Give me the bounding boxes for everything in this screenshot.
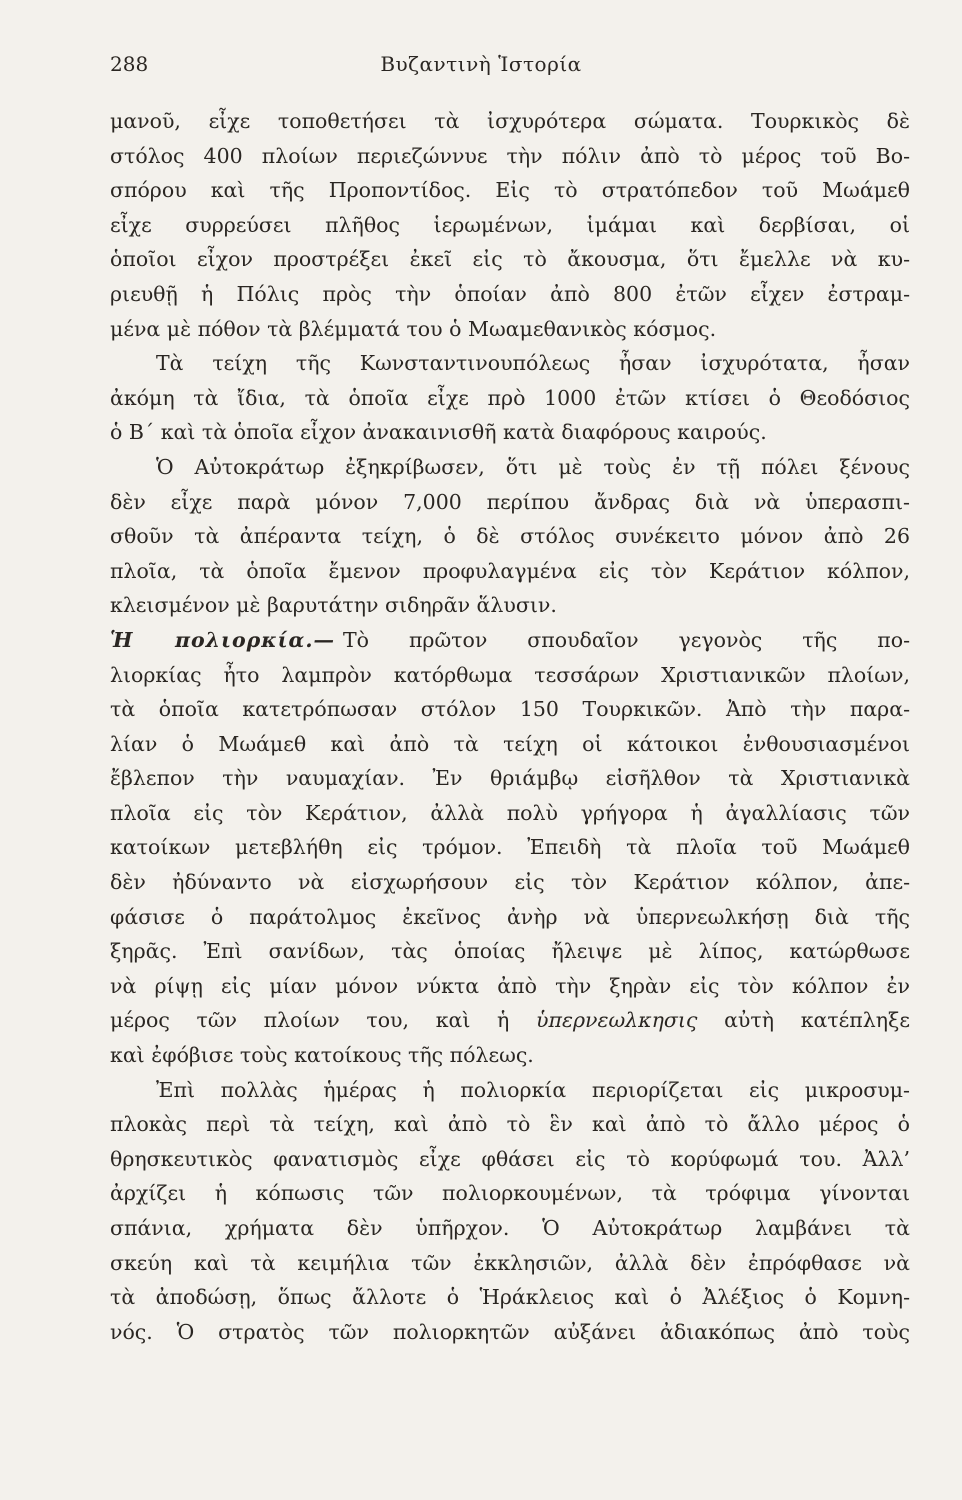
running-title: Βυζαντινὴ Ἱστορία — [380, 52, 582, 76]
text-line: δὲν ἠδύναντο νὰ εἰσχωρήσουν εἰς τὸν Κεράτιον κόλπον, ἀπε- — [110, 870, 910, 895]
section-heading: Ἡ πολιορκία.— — [110, 627, 335, 652]
text-line: ξηρᾶς. Ἐπὶ σανίδων, τὰς ὁποίας ἤλειψε μὲ λίπος, κατώρθωσε — [110, 939, 910, 964]
text-line: κλεισμένον μὲ βαρυτάτην σιδηρᾶν ἅλυσιν. — [110, 593, 557, 618]
text-line: Ὁ Αὐτοκράτωρ ἐξηκρίβωσεν, ὅτι μὲ τοὺς ἐν τῇ πόλει ξένους — [156, 454, 910, 479]
body-text — [110, 104, 910, 1349]
text-line: σκεύη καὶ τὰ κειμήλια τῶν ἐκκλησιῶν, ἀλλὰ δὲν ἐπρόφθασε νὰ — [110, 1250, 910, 1275]
text-line: Ἐπὶ πολλὰς ἡμέρας ἡ πολιορκία περιορίζεται εἰς μικροσυμ- — [156, 1077, 910, 1102]
text-line: μανοῦ, εἶχε τοποθετήσει τὰ ἰσχυρότερα σώματα. Τουρκικὸς δὲ — [110, 109, 910, 133]
text-run: Τὸ πρῶτον σπουδαῖον γεγονὸς τῆς πο- — [342, 627, 910, 652]
emphasized-term: ὑπερνεωλκησις — [536, 1008, 698, 1033]
text-line: σπόρου καὶ τῆς Προποντίδος. Εἰς τὸ στρατόπεδον τοῦ Μωάμεθ — [110, 178, 910, 203]
text-run: μέρος τῶν πλοίων του, καὶ ἡ — [110, 1008, 510, 1033]
text-line: σπάνια, χρήματα δὲν ὑπῆρχον. Ὁ Αὐτοκράτωρ λαμβάνει τὰ — [110, 1216, 910, 1240]
text-line: λίαν ὁ Μωάμεθ καὶ ἀπὸ τὰ τείχη οἱ κάτοικοι ἐνθουσιασμένοι — [110, 731, 910, 756]
text-line: λιορκίας ἦτο λαμπρὸν κατόρθωμα τεσσάρων Χριστιανικῶν πλοίων, — [110, 662, 910, 687]
text-line: ὁποῖοι εἶχον προστρέξει ἐκεῖ εἰς τὸ ἄκουσμα, ὅτι ἔμελλε νὰ κυ- — [110, 247, 910, 272]
text-line — [110, 623, 910, 658]
text-line: στόλος 400 πλοίων περιεζώννυε τὴν πόλιν ἀπὸ τὸ μέρος τοῦ Βο- — [110, 143, 910, 168]
text-line: φάσισε ὁ παράτολμος ἐκεῖνος ἀνὴρ νὰ ὑπερνεωλκήσῃ διὰ τῆς — [110, 904, 910, 929]
text-line: καὶ ἐφόβισε τοὺς κατοίκους τῆς πόλεως. — [110, 1043, 534, 1068]
text-line: εἶχε συρρεύσει πλῆθος ἱερωμένων, ἱμάμαι καὶ δερβίσαι, οἱ — [110, 212, 910, 237]
text-line: ἀκόμη τὰ ἴδια, τὰ ὁποῖα εἶχε πρὸ 1000 ἐτῶν κτίσει ὁ Θεοδόσιος — [110, 385, 910, 410]
page-header — [110, 52, 852, 82]
text-line: ἀρχίζει ἡ κόπωσις τῶν πολιορκουμένων, τὰ τρόφιμα γίνονται — [110, 1181, 910, 1206]
text-line: τὰ ἀποδώσῃ, ὅπως ἄλλοτε ὁ Ἡράκλειος καὶ ὁ Ἀλέξιος ὁ Κομνη- — [110, 1285, 910, 1310]
text-line: μένα μὲ πόθον τὰ βλέμματά του ὁ Μωαμεθανικὸς κόσμος. — [110, 316, 717, 341]
text-line: πλοῖα, τὰ ὁποῖα ἔμενον προφυλαγμένα εἰς τὸν Κεράτιον κόλπον, — [110, 558, 910, 583]
text-run: αὐτὴ κατέπληξε — [724, 1008, 910, 1033]
text-line: σθοῦν τὰ ἀπέραντα τείχη, ὁ δὲ στόλος συνέκειτο μόνον ἀπὸ 26 — [110, 524, 910, 549]
page-number: 288 — [110, 52, 149, 76]
text-line: τὰ ὁποῖα κατετρόπωσαν στόλον 150 Τουρκικῶν. Ἀπὸ τὴν παρα- — [110, 697, 910, 722]
text-line: Τὰ τείχη τῆς Κωνσταντινουπόλεως ἦσαν ἰσχυρότατα, ἦσαν — [156, 351, 910, 376]
text-line — [110, 1003, 910, 1038]
text-line: ὁ Β΄ καὶ τὰ ὁποῖα εἶχον ἀνακαινισθῆ κατὰ διαφόρους καιρούς. — [110, 420, 767, 445]
text-line: ριευθῇ ἡ Πόλις πρὸς τὴν ὁποίαν ἀπὸ 800 ἐτῶν εἶχεν ἐστραμ- — [110, 281, 910, 306]
text-line: πλοῖα εἰς τὸν Κεράτιον, ἀλλὰ πολὺ γρήγορα ἡ ἀγαλλίασις τῶν — [110, 800, 910, 825]
text-line: πλοκὰς περὶ τὰ τείχη, καὶ ἀπὸ τὸ ἓν καὶ ἀπὸ τὸ ἄλλο μέρος ὁ — [110, 1112, 910, 1137]
text-line: δὲν εἶχε παρὰ μόνον 7,000 περίπου ἄνδρας διὰ νὰ ὑπερασπι- — [110, 489, 910, 514]
text-line: ἔβλεπον τὴν ναυμαχίαν. Ἐν θριάμβῳ εἰσῆλθον τὰ Χριστιανικὰ — [110, 766, 910, 791]
text-line: νός. Ὁ στρατὸς τῶν πολιορκητῶν αὐξάνει ἀδιακόπως ἀπὸ τοὺς — [110, 1319, 910, 1344]
text-line: θρησκευτικὸς φανατισμὸς εἶχε φθάσει εἰς τὸ κορύφωμά του. Ἀλλ’ — [110, 1146, 910, 1171]
text-line: κατοίκων μετεβλήθη εἰς τρόμον. Ἐπειδὴ τὰ πλοῖα τοῦ Μωάμεθ — [110, 835, 910, 860]
text-line: νὰ ρίψῃ εἰς μίαν μόνον νύκτα ἀπὸ τὴν ξηρὰν εἰς τὸν κόλπον ἐν — [110, 973, 910, 998]
